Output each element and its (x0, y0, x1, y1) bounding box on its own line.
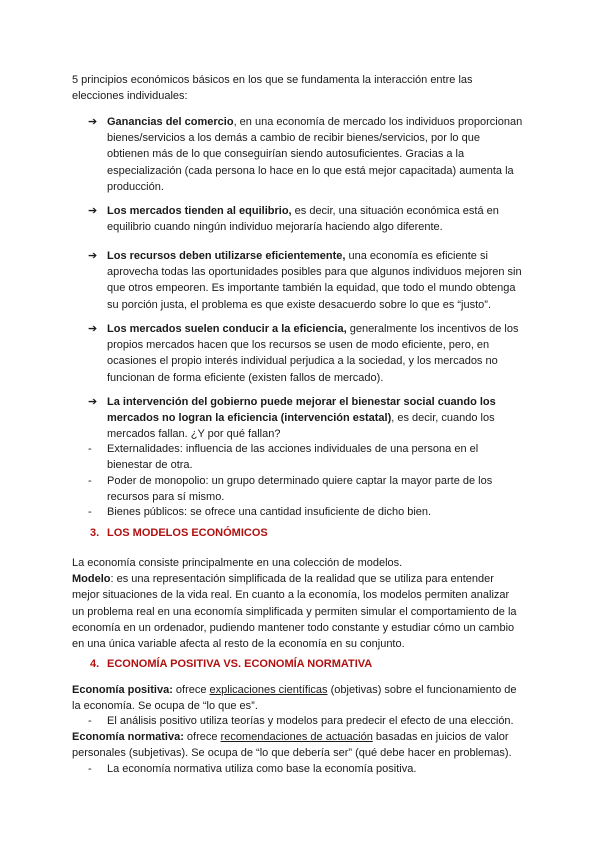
arrow-list-item (88, 114, 522, 195)
arrow-bullet-icon: ➔ (88, 396, 98, 408)
text-line (88, 203, 499, 219)
arrow-list-item (88, 248, 522, 313)
paragraph (72, 682, 517, 714)
text: producción. (107, 180, 164, 193)
underlined-text: recomendaciones de actuación (220, 731, 373, 743)
bold-text: Modelo (72, 573, 111, 586)
text-line (88, 410, 496, 426)
text: obtienen más de lo que conseguirían siendo autosuficientes. Gracias a la (107, 148, 465, 161)
text: mercados fallan. ¿Y por qué fallan? (107, 428, 281, 441)
text-line (88, 297, 522, 313)
text-line (88, 504, 431, 520)
heading-number: 4. (90, 658, 100, 670)
text-line (88, 264, 522, 280)
bold-text: Los recursos deben utilizarse eficientemente, (107, 250, 346, 262)
text-line (88, 179, 522, 195)
text-line (72, 72, 473, 88)
text: ofrece (172, 684, 210, 696)
heading-title: ECONOMÍA POSITIVA VS. ECONOMÍA NORMATIVA (107, 658, 373, 670)
text: ocasiones el propio interés individual perjudica a la sociedad, y los mercados no (107, 355, 498, 368)
text: generalmente los incentivos de los (346, 323, 519, 335)
text: un problema real en una economía simplificada y permiten simular el comportamiento de la (72, 605, 517, 618)
text: especialización (cada persona lo hace en lo que está mejor capacitada) aumenta la (107, 164, 514, 177)
dash-bullet-icon: - (88, 763, 92, 775)
text-line (88, 713, 514, 729)
text-line (88, 761, 416, 777)
text-line (88, 321, 518, 337)
text: Poder de monopolio: un grupo determinado quiere captar la mayor parte de los (107, 475, 493, 487)
text: su porción justa, el problema es que existe desacuerdo sobre lo que es “justo”. (107, 298, 491, 311)
section-heading-3 (90, 527, 268, 539)
arrow-bullet-icon: ➔ (88, 250, 98, 262)
text-line (88, 394, 496, 410)
text: El análisis positivo utiliza teorías y modelos para predecir el efecto de una elección. (107, 715, 514, 727)
text-line (88, 248, 522, 264)
section-heading-4 (90, 658, 372, 670)
text: una economía es eficiente si (345, 250, 488, 262)
dash-bullet-icon: - (88, 475, 92, 487)
bold-text: Los mercados suelen conducir a la eficiencia, (107, 323, 347, 335)
text: ofrece (183, 731, 221, 743)
text-line (88, 489, 492, 505)
text: funcionan de forma eficiente (existen fallos de mercado). (107, 371, 384, 384)
text-line (88, 114, 522, 130)
text: bienestar de otra. (107, 459, 193, 472)
bold-text: mercados no logran la eficiencia (intervención estatal) (107, 412, 392, 425)
text-line (88, 370, 518, 386)
arrow-bullet-icon: ➔ (88, 323, 98, 335)
text: elecciones individuales: (72, 90, 188, 103)
arrow-list-item (88, 321, 518, 386)
text-line (72, 555, 517, 571)
paragraph (72, 72, 473, 104)
text-line (88, 457, 478, 473)
text: Bienes públicos: se ofrece una cantidad insuficiente de dicho bien. (107, 506, 432, 518)
text: aprovecha todas las oportunidades posibles para que algunos individuos mejoren sin (107, 266, 522, 279)
text: en una única variable afecta al resto de la economía en su conjunto. (72, 637, 405, 650)
dash-list-item (88, 473, 492, 505)
text-line (88, 441, 478, 457)
text: propios mercados hacen que los recursos se usen de modo eficiente, pero, en (107, 339, 490, 352)
text: equilibrio cuando ningún individuo mejoraría haciendo algo diferente. (107, 221, 443, 234)
text-line (72, 682, 517, 698)
paragraph (72, 729, 512, 761)
text: , es decir, cuando los (391, 412, 495, 425)
text: mejor situaciones de la vida real. En cuanto a la economía, los modelos permiten analizar (72, 589, 510, 602)
paragraph (72, 555, 517, 652)
arrow-list-item (88, 203, 499, 235)
text: que otros empeoren. Es importante también la equidad, que todo el mundo obtenga (107, 282, 516, 295)
text-line (88, 219, 499, 235)
bold-text: Economía positiva: (72, 684, 173, 696)
text-line (88, 473, 492, 489)
text: (objetivas) sobre el funcionamiento de (327, 684, 517, 696)
text: : es una representación simplificada de la realidad que se utiliza para entender (110, 573, 494, 586)
bold-text: Economía normativa: (72, 731, 184, 743)
arrow-bullet-icon: ➔ (88, 205, 98, 217)
bold-text: Los mercados tienden al equilibrio, (107, 205, 292, 217)
bold-text: Ganancias del comercio (107, 116, 234, 128)
text: basadas en juicios de valor (372, 731, 509, 743)
text: recursos para sí mismo. (107, 491, 225, 504)
dash-list-item (88, 441, 478, 473)
heading-number: 3. (90, 527, 100, 539)
text-line (72, 587, 517, 603)
heading-title: LOS MODELOS ECONÓMICOS (107, 527, 268, 539)
dash-list-item (88, 504, 431, 520)
text: la economía. Se ocupa de “lo que es”. (72, 700, 258, 713)
text: es decir, una situación económica está en (291, 205, 499, 217)
text: 5 principios económicos básicos en los que se fundamenta la interacción entre las (72, 74, 473, 86)
bold-text: La intervención del gobierno puede mejorar el bienestar social cuando los (107, 396, 496, 408)
dash-bullet-icon: - (88, 506, 92, 518)
text-line (72, 571, 517, 587)
underlined-text: explicaciones científicas (209, 684, 328, 696)
dash-list-item (88, 713, 514, 729)
dash-bullet-icon: - (88, 715, 92, 727)
text-line (72, 729, 512, 745)
text: , en una economía de mercado los individuos proporcionan (233, 116, 523, 128)
text-line (72, 698, 517, 714)
dash-bullet-icon: - (88, 443, 92, 455)
text: personales (subjetivas). Se ocupa de “lo que debería ser” (qué debe hacer en problemas). (72, 747, 512, 760)
dash-list-item (88, 761, 416, 777)
text-line (88, 163, 522, 179)
text-line (72, 620, 517, 636)
arrow-bullet-icon: ➔ (88, 116, 98, 128)
text-line (88, 280, 522, 296)
text-line (72, 88, 473, 104)
text-line (88, 146, 522, 162)
arrow-list-item (88, 394, 496, 443)
text-line (72, 745, 512, 761)
text-line (72, 604, 517, 620)
text: economía en un ordenador, pudiendo mantener todo constante y estudiar cómo un cambio (72, 621, 515, 634)
text-line (88, 130, 522, 146)
text: La economía consiste principalmente en una colección de modelos. (72, 557, 403, 569)
text-line (88, 337, 518, 353)
text-line (88, 353, 518, 369)
text-line (72, 636, 517, 652)
text: La economía normativa utiliza como base la economía positiva. (107, 763, 417, 775)
text: bienes/servicios a los demás a cambio de recibir bienes/servicios, por lo que (107, 132, 480, 145)
text: Externalidades: influencia de las acciones individuales de una persona en el (107, 443, 479, 455)
